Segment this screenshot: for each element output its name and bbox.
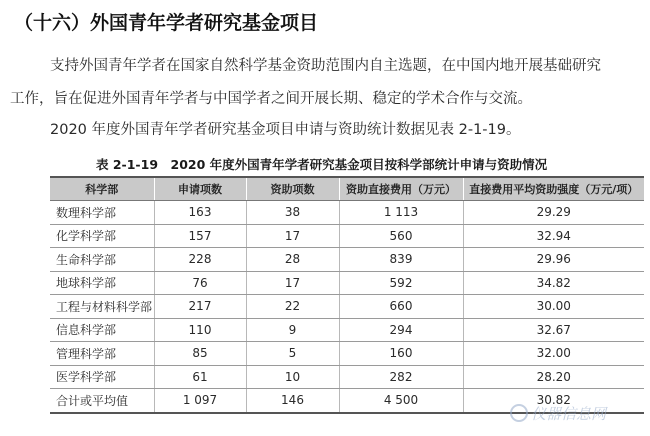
cell-department: 工程与材料科学部 <box>50 295 154 319</box>
cell-average-intensity: 30.00 <box>463 295 644 319</box>
cell-average-intensity: 32.00 <box>463 342 644 366</box>
cell-direct-funding: 282 <box>339 365 463 389</box>
cell-funded-projects: 38 <box>246 201 339 225</box>
statistics-table <box>50 176 644 414</box>
cell-average-intensity: 28.20 <box>463 365 644 389</box>
cell-direct-funding: 839 <box>339 248 463 272</box>
cell-direct-funding: 592 <box>339 271 463 295</box>
cell-applications: 110 <box>154 318 246 342</box>
cell-funded-projects: 17 <box>246 271 339 295</box>
cell-direct-funding: 160 <box>339 342 463 366</box>
cell-funded-projects: 10 <box>246 365 339 389</box>
cell-total-funded-projects: 146 <box>246 389 339 413</box>
watermark-logo-icon <box>510 404 528 422</box>
cell-average-intensity: 32.67 <box>463 318 644 342</box>
cell-department: 化学科学部 <box>50 224 154 248</box>
cell-average-intensity: 32.94 <box>463 224 644 248</box>
table-row <box>50 365 644 389</box>
cell-funded-projects: 5 <box>246 342 339 366</box>
table-row <box>50 342 644 366</box>
cell-total-direct-funding: 4 500 <box>339 389 463 413</box>
cell-total-label: 合计或平均值 <box>50 389 154 413</box>
table-row <box>50 318 644 342</box>
table-row <box>50 201 644 225</box>
header-direct-funding: 资助直接费用（万元） <box>339 177 463 201</box>
paragraph-intro-line-1: 支持外国青年学者在国家自然科学基金资助范围内自主选题，在中国内地开展基础研究 <box>50 58 601 74</box>
header-department: 科学部 <box>50 177 154 201</box>
cell-average-intensity: 29.29 <box>463 201 644 225</box>
table-row <box>50 224 644 248</box>
cell-funded-projects: 17 <box>246 224 339 248</box>
table-row <box>50 295 644 319</box>
cell-funded-projects: 28 <box>246 248 339 272</box>
table-row <box>50 271 644 295</box>
cell-funded-projects: 22 <box>246 295 339 319</box>
cell-department: 医学科学部 <box>50 365 154 389</box>
cell-total-applications: 1 097 <box>154 389 246 413</box>
cell-applications: 61 <box>154 365 246 389</box>
cell-direct-funding: 1 113 <box>339 201 463 225</box>
section-heading: （十六）外国青年学者研究基金项目 <box>14 12 319 34</box>
cell-applications: 157 <box>154 224 246 248</box>
cell-direct-funding: 660 <box>339 295 463 319</box>
paragraph-table-reference: 2020 年度外国青年学者研究基金项目申请与资助统计数据见表 2-1-19。 <box>50 122 521 138</box>
paragraph-intro-line-2: 工作，旨在促进外国青年学者与中国学者之间开展长期、稳定的学术合作与交流。 <box>10 91 532 107</box>
cell-department: 地球科学部 <box>50 271 154 295</box>
cell-average-intensity: 29.96 <box>463 248 644 272</box>
watermark-text: 仪器信息网 <box>531 405 607 423</box>
cell-applications: 217 <box>154 295 246 319</box>
cell-applications: 85 <box>154 342 246 366</box>
header-funded-projects: 资助项数 <box>246 177 339 201</box>
table-caption: 表 2-1-19 2020 年度外国青年学者研究基金项目按科学部统计申请与资助情况 <box>96 157 548 172</box>
table-header-row <box>50 177 644 201</box>
cell-department: 生命科学部 <box>50 248 154 272</box>
table-row <box>50 248 644 272</box>
cell-department: 数理科学部 <box>50 201 154 225</box>
cell-direct-funding: 294 <box>339 318 463 342</box>
cell-department: 信息科学部 <box>50 318 154 342</box>
cell-applications: 228 <box>154 248 246 272</box>
header-average-intensity: 直接费用平均资助强度（万元/项） <box>463 177 644 201</box>
cell-applications: 76 <box>154 271 246 295</box>
cell-direct-funding: 560 <box>339 224 463 248</box>
watermark <box>510 403 606 424</box>
cell-average-intensity: 34.82 <box>463 271 644 295</box>
cell-funded-projects: 9 <box>246 318 339 342</box>
cell-applications: 163 <box>154 201 246 225</box>
cell-department: 管理科学部 <box>50 342 154 366</box>
cell-total-average-intensity: 30.82 <box>463 389 644 413</box>
header-applications: 申请项数 <box>154 177 246 201</box>
